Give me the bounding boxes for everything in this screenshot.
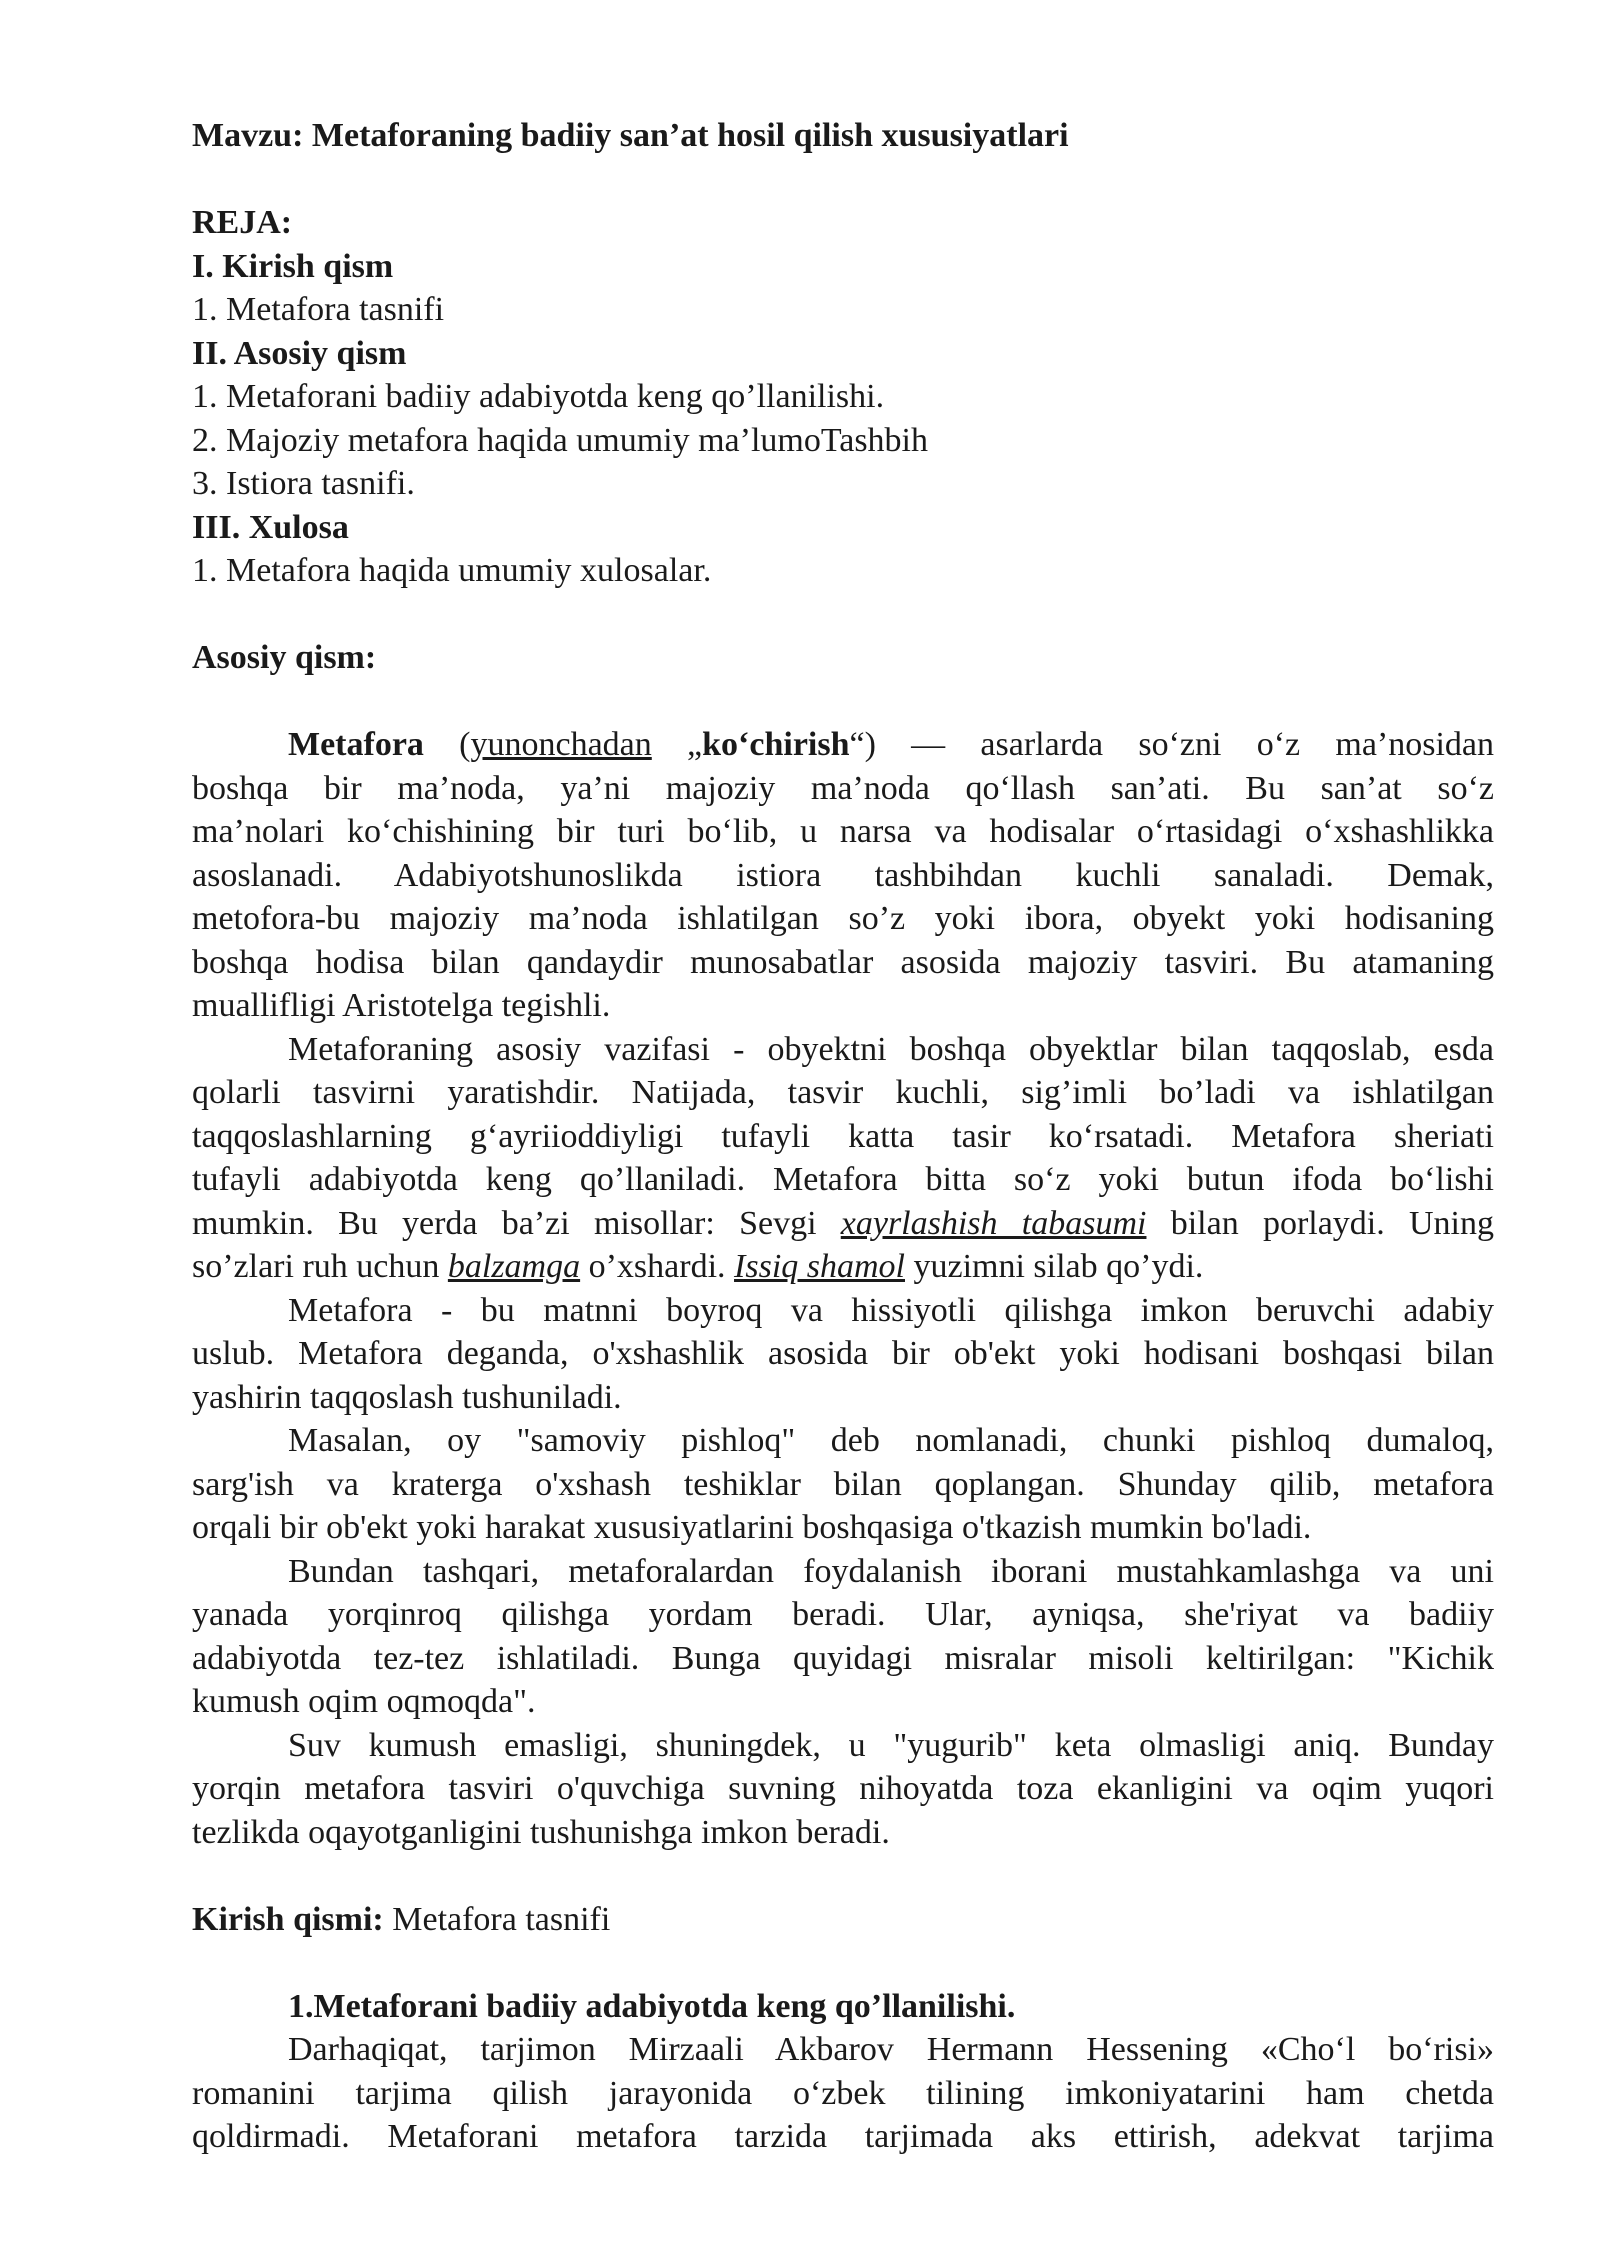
paragraph bbox=[192, 1289, 1494, 1420]
paragraph-line: kumush oqim oqmoqda". bbox=[192, 1683, 536, 1720]
paragraph-line: qoldirmadi. Metaforani metafora tarzida tarjimada aks ettirish, adekvat tarjima bbox=[192, 2118, 1494, 2155]
paragraph-line: Metaforaning asosiy vazifasi - obyektni boshqa obyektlar bilan taqqoslab, esda bbox=[288, 1030, 1494, 1068]
paragraph-line: sarg'ish va kraterga o'xshash teshiklar bilan qoplangan. Shunday qilib, metafora bbox=[192, 1465, 1494, 1503]
spacer bbox=[192, 1854, 1494, 1898]
paragraph-line: Bundan tashqari, metaforalardan foydalanish iborani mustahkamlashga va uni bbox=[288, 1552, 1494, 1590]
example-phrase: balzamga bbox=[447, 1248, 581, 1285]
term-bold: Metafora bbox=[288, 726, 424, 763]
paragraph-line: so’zlari ruh uchun balzamga o’xshardi. Issiq shamol yuzimni silab qo’ydi. bbox=[192, 1248, 1204, 1285]
paragraph bbox=[192, 1550, 1494, 1724]
paragraph-line: taqqoslashlarning g‘ayriioddiyligi tufayli katta tasir ko‘rsatadi. Metafora sheriati bbox=[192, 1117, 1494, 1155]
paragraph bbox=[192, 1419, 1494, 1550]
plan-part1-heading: I. Kirish qism bbox=[192, 247, 394, 285]
section-heading-main: Asosiy qism: bbox=[192, 639, 377, 676]
document-page bbox=[192, 114, 1494, 2159]
paragraph-line: qolarli tasvirni yaratishdir. Natijada, tasvir kuchli, sig’imli bo’ladi va ishlatilgan bbox=[192, 1074, 1494, 1111]
example-phrase: xayrlashish tabasumi bbox=[840, 1204, 1147, 1242]
spacer bbox=[192, 1941, 1494, 1985]
plan-part3-item: 1. Metafora haqida umumiy xulosalar. bbox=[192, 552, 712, 589]
paragraph bbox=[192, 2028, 1494, 2159]
paragraph-line: Masalan, oy "samoviy pishloq" deb nomlanadi, chunki pishloq dumaloq, bbox=[288, 1422, 1494, 1459]
plan-part2-item: 3. Istiora tasnifi. bbox=[192, 465, 415, 502]
spacer bbox=[192, 593, 1494, 637]
gloss-bold: ko‘chirish bbox=[702, 726, 850, 763]
plan-part1-item: 1. Metafora tasnifi bbox=[192, 291, 445, 328]
paragraph bbox=[192, 723, 1494, 1028]
plan-heading: REJA: bbox=[192, 204, 293, 241]
paragraph-line: boshqa hodisa bilan qandaydir munosabatlar asosida majoziy tasviri. Bu atamaning bbox=[192, 943, 1494, 981]
plan-part2-heading: II. Asosiy qism bbox=[192, 334, 407, 372]
subsection-heading: 1.Metaforani badiiy adabiyotda keng qo’llanilishi. bbox=[288, 1987, 1016, 2025]
paragraph-line: tezlikda oqayotganligini tushunishga imkon beradi. bbox=[192, 1813, 890, 1851]
paragraph-line: yanada yorqinroq qilishga yordam beradi. Ular, ayniqsa, she'riyat va badiiy bbox=[192, 1596, 1494, 1633]
plan-part2-item: 2. Majoziy metafora haqida umumiy ma’lumoTashbih bbox=[192, 421, 928, 459]
spacer bbox=[192, 158, 1494, 202]
paragraph bbox=[192, 1724, 1494, 1855]
paragraph-line: adabiyotda tez-tez ishlatiladi. Bunga quyidagi misralar misoli keltirilgan: "Kichik bbox=[192, 1639, 1494, 1677]
paragraph-line: boshqa bir ma’noda, ya’ni majoziy ma’noda qo‘llash san’ati. Bu san’at so‘z bbox=[192, 769, 1494, 807]
paragraph-line: muallifligi Aristotelga tegishli. bbox=[192, 987, 611, 1024]
paragraph-line: ma’nolari ko‘chishining bir turi bo‘lib, u narsa va hodisalar o‘rtasidagi o‘xshashlikka bbox=[192, 813, 1494, 850]
paragraph-line: Metafora (yunonchadan „ko‘chirish“) — asarlarda so‘zni o‘z ma’nosidan bbox=[288, 726, 1495, 763]
paragraph-line: Darhaqiqat, tarjimon Mirzaali Akbarov Hermann Hessening «Cho‘l bo‘risi» bbox=[288, 2031, 1494, 2068]
paragraph-line: yashirin taqqoslash tushuniladi. bbox=[192, 1378, 622, 1416]
paragraph-line: mumkin. Bu yerda ba’zi misollar: Sevgi xayrlashish tabasumi bilan porlaydi. Uning bbox=[192, 1204, 1494, 1242]
plan-part3-heading: III. Xulosa bbox=[192, 508, 349, 546]
paragraph-line: orqali bir ob'ekt yoki harakat xususiyatlarini boshqasiga o'tkazish mumkin bo'ladi. bbox=[192, 1509, 1312, 1546]
paragraph-line: uslub. Metafora deganda, o'xshashlik asosida bir ob'ekt yoki hodisani boshqasi bilan bbox=[192, 1335, 1494, 1372]
document-title: Mavzu: Metaforaning badiiy san’at hosil qilish xususiyatlari bbox=[192, 117, 1069, 154]
spacer bbox=[192, 680, 1494, 724]
plan-part2-item: 1. Metaforani badiiy adabiyotda keng qo’llanilishi. bbox=[192, 378, 885, 415]
paragraph-line: tufayli adabiyotda keng qo’llaniladi. Metafora bitta so‘z yoki butun ifoda bo‘lishi bbox=[192, 1161, 1494, 1198]
origin-link[interactable]: yunonchadan bbox=[470, 726, 652, 763]
paragraph-line: yorqin metafora tasviri o'quvchiga suvning nihoyatda toza ekanligini va oqim yuqori bbox=[192, 1770, 1494, 1807]
paragraph-line: Metafora - bu matnni boyroq va hissiyotli qilishga imkon beruvchi adabiy bbox=[288, 1291, 1494, 1329]
paragraph-line: Suv kumush emasligi, shuningdek, u "yugurib" keta olmasligi aniq. Bunday bbox=[288, 1726, 1494, 1764]
paragraph-line: asoslanadi. Adabiyotshunoslikda istiora tashbihdan kuchli sanaladi. Demak, bbox=[192, 856, 1494, 894]
paragraph-line: metofora-bu majoziy ma’noda ishlatilgan so’z yoki ibora, obyekt yoki hodisaning bbox=[192, 900, 1494, 937]
section-heading-intro: Kirish qismi: Metafora tasnifi bbox=[192, 1900, 611, 1938]
example-phrase: Issiq shamol bbox=[734, 1248, 905, 1285]
paragraph bbox=[192, 1028, 1494, 1289]
paragraph-line: romanini tarjima qilish jarayonida o‘zbek tilining imkoniyatarini ham chetda bbox=[192, 2074, 1494, 2112]
